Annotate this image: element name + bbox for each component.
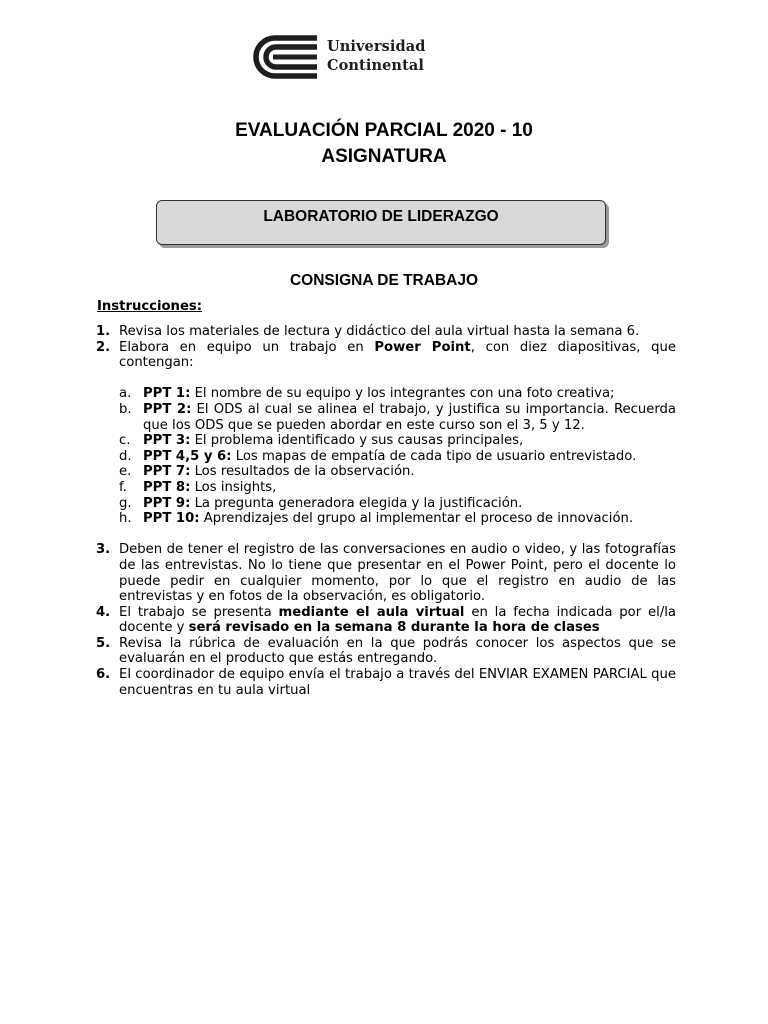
ppt-item-h <box>96 511 676 527</box>
course-name: LABORATORIO DE LIDERAZGO <box>263 208 499 225</box>
ppt-text: Los mapas de empatía de cada tipo de usuario entrevistado. <box>231 448 637 464</box>
item-text: en la fecha indicada por el/la docente y <box>119 604 677 636</box>
ppt-text: Aprendizajes del grupo al implementar el proceso de innovación. <box>199 511 634 527</box>
university-logo <box>251 33 426 81</box>
ppt-label: PPT 3: <box>143 433 191 449</box>
item-bold-text: será revisado en la semana 8 durante la hora de clases <box>188 620 600 636</box>
ppt-label: PPT 4,5 y 6: <box>143 448 232 464</box>
spacer <box>96 527 676 543</box>
item-letter: e. <box>119 464 132 480</box>
item-letter: b. <box>119 401 132 417</box>
subject-label: ASIGNATURA <box>321 146 447 167</box>
ppt-item-a <box>96 386 676 402</box>
item-letter: d. <box>119 448 132 464</box>
ppt-text: Los resultados de la observación. <box>190 464 415 480</box>
section-title: CONSIGNA DE TRABAJO <box>289 272 479 289</box>
ppt-item-f <box>96 480 676 496</box>
instructions-label: Instrucciones: <box>97 299 203 314</box>
ppt-text: El nombre de su equipo y los integrantes con una foto creativa; <box>190 386 615 402</box>
ppt-item-b <box>96 402 676 433</box>
item-bold-text: Power Point <box>374 339 471 355</box>
course-name-box <box>156 200 606 245</box>
ppt-item-d <box>96 449 676 465</box>
instruction-item-6 <box>96 667 676 698</box>
exam-title: EVALUACIÓN PARCIAL 2020 - 10 <box>235 120 533 141</box>
ppt-text: El problema identificado y sus causas principales, <box>190 433 524 449</box>
logo-wordmark <box>327 37 425 75</box>
logo-line-1: Universidad <box>327 38 426 55</box>
item-letter: h. <box>119 511 132 527</box>
instructions-list <box>96 324 676 698</box>
item-bold-text: mediante el aula virtual <box>278 604 465 620</box>
item-letter: c. <box>119 433 131 449</box>
ppt-label: PPT 7: <box>143 464 191 480</box>
item-letter: a. <box>119 386 132 402</box>
spacer <box>96 371 676 387</box>
item-text: Elabora en equipo un trabajo en <box>119 339 375 355</box>
item-text: El trabajo se presenta <box>119 604 279 620</box>
ppt-text: Los insights, <box>190 479 277 495</box>
item-text: El coordinador de equipo envía el trabajo a través del ENVIAR EXAMEN PARCIAL que encuentras en tu aula virtual <box>119 667 676 698</box>
ppt-item-e <box>96 464 676 480</box>
item-letter: g. <box>119 495 132 511</box>
ppt-label: PPT 1: <box>143 386 191 402</box>
instruction-item-4 <box>96 605 676 636</box>
item-text: , con diez diapositivas, que contengan: <box>119 339 676 371</box>
ppt-label: PPT 2: <box>143 401 192 417</box>
ppt-label: PPT 9: <box>143 495 191 511</box>
item-number: 3. <box>96 542 111 558</box>
instruction-item-1 <box>96 324 676 340</box>
continental-logo-icon <box>251 33 321 81</box>
item-letter: f. <box>119 479 127 495</box>
item-text: Deben de tener el registro de las conversaciones en audio o video, y las fotografías de las entrevistas. No lo tiene que presentar en el Power Point, pero el docente lo puede pedir en cualquier momento, por lo que el registro en audio de las entrevistas y en fotos de la observación, es obligatorio. <box>119 542 676 605</box>
item-number: 5. <box>96 635 111 651</box>
instruction-item-3 <box>96 542 676 604</box>
item-number: 6. <box>96 667 111 683</box>
item-number: 4. <box>96 604 111 620</box>
ppt-label: PPT 8: <box>143 479 191 495</box>
item-number: 2. <box>96 339 111 355</box>
item-number: 1. <box>96 324 111 339</box>
logo-line-2: Continental <box>327 57 424 74</box>
ppt-text: La pregunta generadora elegida y la justificación. <box>190 495 523 511</box>
item-text: Revisa los materiales de lectura y didáctico del aula virtual hasta la semana 6. <box>119 324 640 339</box>
instruction-item-5 <box>96 636 676 667</box>
ppt-item-g <box>96 496 676 512</box>
ppt-item-c <box>96 433 676 449</box>
ppt-text: El ODS al cual se alinea el trabajo, y justifica su importancia. Recuerda que los ODS que se pueden abordar en este curso son el 3, 5 y 12. <box>143 401 676 433</box>
item-text: Revisa la rúbrica de evaluación en la que podrás conocer los aspectos que se evaluarán en el producto que estás entregando. <box>119 635 676 667</box>
instruction-item-2 <box>96 340 676 371</box>
ppt-label: PPT 10: <box>143 511 200 527</box>
